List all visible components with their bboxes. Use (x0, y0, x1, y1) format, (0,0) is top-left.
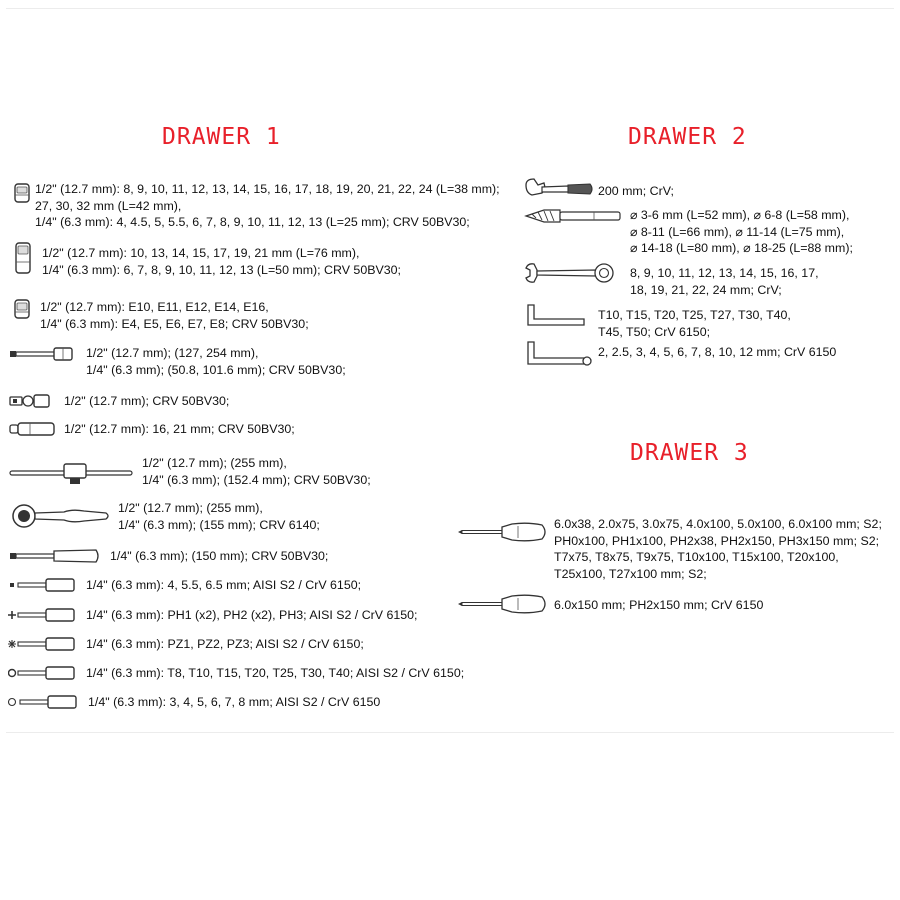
torx-bit-socket-spec: 1/4" (6.3 mm): T8, T10, T15, T20, T25, T30, T40; AISI S2 / CrV 6150; (86, 666, 465, 680)
screwdriver-icon (456, 520, 550, 544)
adjustable-wrench-icon (524, 177, 596, 201)
drawer-2-title: DRAWER 2 (628, 124, 747, 150)
torx-key-spec: T10, T15, T20, T25, T27, T30, T40, T45, T50; CrV 6150; (598, 308, 791, 339)
e-torx-socket-spec: 1/2" (12.7 mm): E10, E11, E12, E14, E16, 1/4" (6.3 mm): E4, E5, E6, E7, E8; CRV 50BV30; (40, 300, 309, 331)
ratchet-handle-spec: 1/2" (12.7 mm); (255 mm), 1/4" (6.3 mm); (155 mm); CRV 6140; (118, 501, 320, 532)
pozidriv-bit-socket-spec: 1/4" (6.3 mm): PZ1, PZ2, PZ3; AISI S2 / CrV 6150; (86, 637, 364, 651)
spark-plug-socket-icon (8, 420, 58, 438)
long-screwdriver-icon (456, 592, 550, 616)
deep-socket-spec: 1/2" (12.7 mm): 10, 13, 14, 15, 17, 19, 21 mm (L=76 mm), 1/4" (6.3 mm): 6, 7, 8, 9, 10, 11, 12, 13 (L=50 mm); CRV 50BV30; (42, 246, 401, 277)
short-socket-icon (12, 183, 32, 203)
e-torx-socket-icon (12, 299, 32, 319)
bottom-divider (6, 732, 894, 733)
phillips-bit-socket-icon (8, 606, 78, 624)
long-screwdriver-spec: 6.0x150 mm; PH2x150 mm; CrV 6150 (554, 598, 764, 612)
slotted-bit-socket-icon (8, 693, 80, 711)
torx-bit-socket-icon (8, 664, 78, 682)
extension-bar-icon (8, 345, 76, 363)
adjustable-wrench-spec: 200 mm; CrV; (598, 184, 674, 198)
extension-bar-spec: 1/2" (12.7 mm); (127, 254 mm), 1/4" (6.3 mm); (50.8, 101.6 mm); CRV 50BV30; (86, 346, 346, 377)
universal-joint-icon (8, 392, 52, 410)
t-bar-handle-spec: 1/2" (12.7 mm); (255 mm), 1/4" (6.3 mm); (152.4 mm); CRV 50BV30; (142, 456, 371, 487)
phillips-bit-socket-spec: 1/4" (6.3 mm): PH1 (x2), PH2 (x2), PH3; AISI S2 / CrV 6150; (86, 608, 418, 622)
spinner-handle-spec: 1/4" (6.3 mm); (150 mm); CRV 50BV30; (110, 549, 329, 563)
combination-wrench-icon (524, 262, 616, 284)
universal-joint-spec: 1/2" (12.7 mm); CRV 50BV30; (64, 394, 230, 408)
hex-bit-socket-spec: 1/4" (6.3 mm): 4, 5.5, 6.5 mm; AISI S2 / CrV 6150; (86, 578, 362, 592)
combination-wrench-spec: 8, 9, 10, 11, 12, 13, 14, 15, 16, 17, 18, 19, 21, 22, 24 mm; CrV; (630, 266, 819, 297)
t-bar-handle-icon (8, 460, 134, 486)
spark-plug-socket-spec: 1/2" (12.7 mm): 16, 21 mm; CRV 50BV30; (64, 422, 295, 436)
screwdriver-spec: 6.0x38, 2.0x75, 3.0x75, 4.0x100, 5.0x100, 6.0x100 mm; S2; PH0x100, PH1x100, PH2x38, PH2x150, PH3x150 mm; S2; T7x75, T8x75, T9x75, T10x100, T15x100, T20x100, T25x100, T27x100 mm; S2; (554, 517, 882, 581)
ratchet-handle-icon (8, 503, 112, 529)
hex-bit-socket-icon (8, 576, 78, 594)
spinner-handle-icon (8, 547, 102, 565)
deep-socket-icon (13, 242, 33, 274)
short-socket-spec: 1/2" (12.7 mm): 8, 9, 10, 11, 12, 13, 14, 15, 16, 17, 18, 19, 20, 21, 22, 24 (L=38 mm); 27, 30, 32 mm (L=42 mm), 1/4" (6.3 mm): 4, 4.5, 5, 5.5, 6, 7, 8, 9, 10, 11, 12, 13 (L=25 mm); CRV 50BV30; (35, 182, 500, 229)
drawer-3-title: DRAWER 3 (630, 440, 749, 466)
pozidriv-bit-socket-icon (8, 635, 78, 653)
screw-extractor-spec: ⌀ 3-6 mm (L=52 mm), ⌀ 6-8 (L=58 mm), ⌀ 8-11 (L=66 mm), ⌀ 11-14 (L=75 mm), ⌀ 14-18 (L=80 mm), ⌀ 18-25 (L=88 mm); (630, 208, 853, 255)
slotted-bit-socket-spec: 1/4" (6.3 mm): 3, 4, 5, 6, 7, 8 mm; AISI S2 / CrV 6150 (88, 695, 381, 709)
top-divider (6, 8, 894, 9)
ball-hex-key-spec: 2, 2.5, 3, 4, 5, 6, 7, 8, 10, 12 mm; CrV 6150 (598, 345, 837, 359)
torx-key-icon (524, 303, 588, 327)
screw-extractor-icon (524, 207, 624, 225)
ball-hex-key-icon (524, 340, 594, 366)
drawer-1-title: DRAWER 1 (162, 124, 281, 150)
